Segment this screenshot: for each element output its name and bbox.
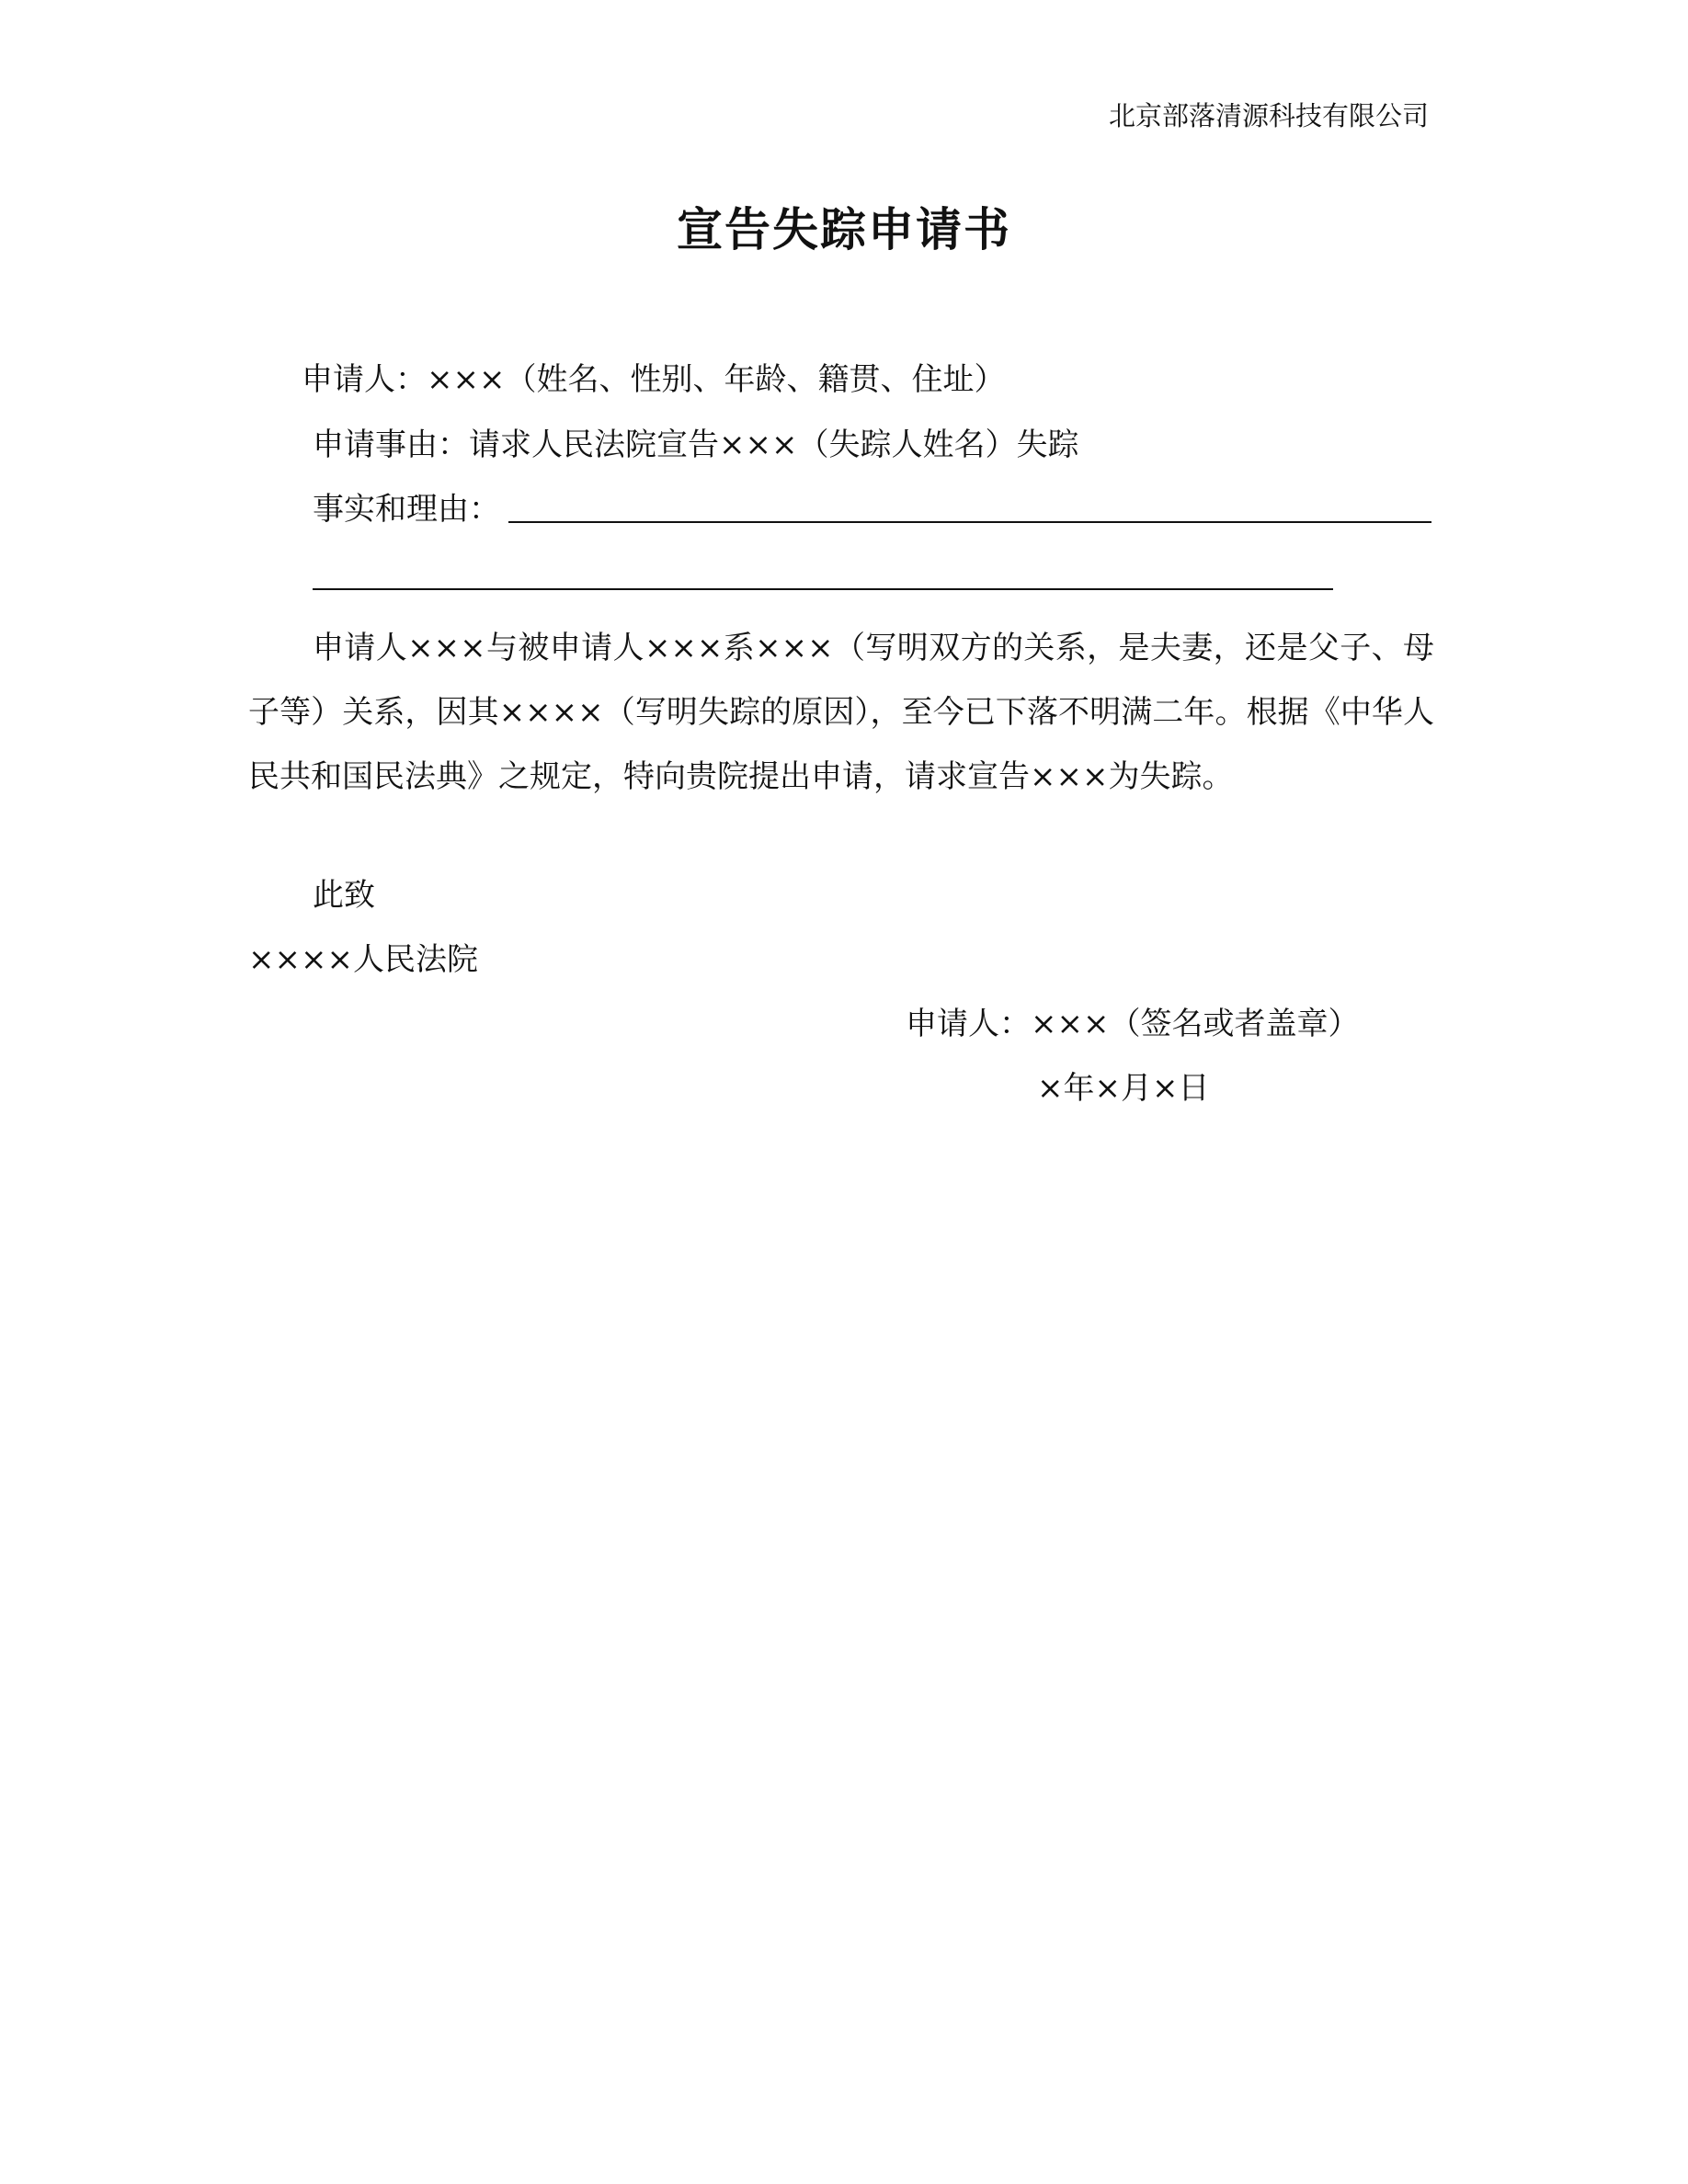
reason-line: 申请事由：请求人民法院宣告×××（失踪人姓名）失踪: [313, 427, 1079, 463]
signature-line: 申请人：×××（签名或者盖章）: [906, 1006, 1360, 1042]
salutation: 此致: [313, 877, 375, 914]
document-title: 宣告失踪申请书: [677, 202, 1011, 256]
company-header: 北京部落清源科技有限公司: [1108, 100, 1429, 131]
applicant-line: 申请人：×××（姓名、性别、年龄、籍贯、住址）: [302, 361, 1006, 398]
date-line: ×年×月×日: [1037, 1070, 1210, 1107]
facts-blank-line-1: [508, 521, 1431, 523]
court-name: ××××人民法院: [248, 941, 478, 978]
facts-blank-line-2: [313, 588, 1333, 590]
facts-label: 事实和理由：: [313, 491, 500, 528]
body-paragraph: 申请人×××与被申请人×××系×××（写明双方的关系，是夫妻，还是父子、母子等）关系，因其××××（写明失踪的原因），至今已下落不明满二年。根据《中华人民共和国民法典》之规定，特向贵院提出申请，请求宣告×××为失踪。: [248, 630, 1434, 795]
